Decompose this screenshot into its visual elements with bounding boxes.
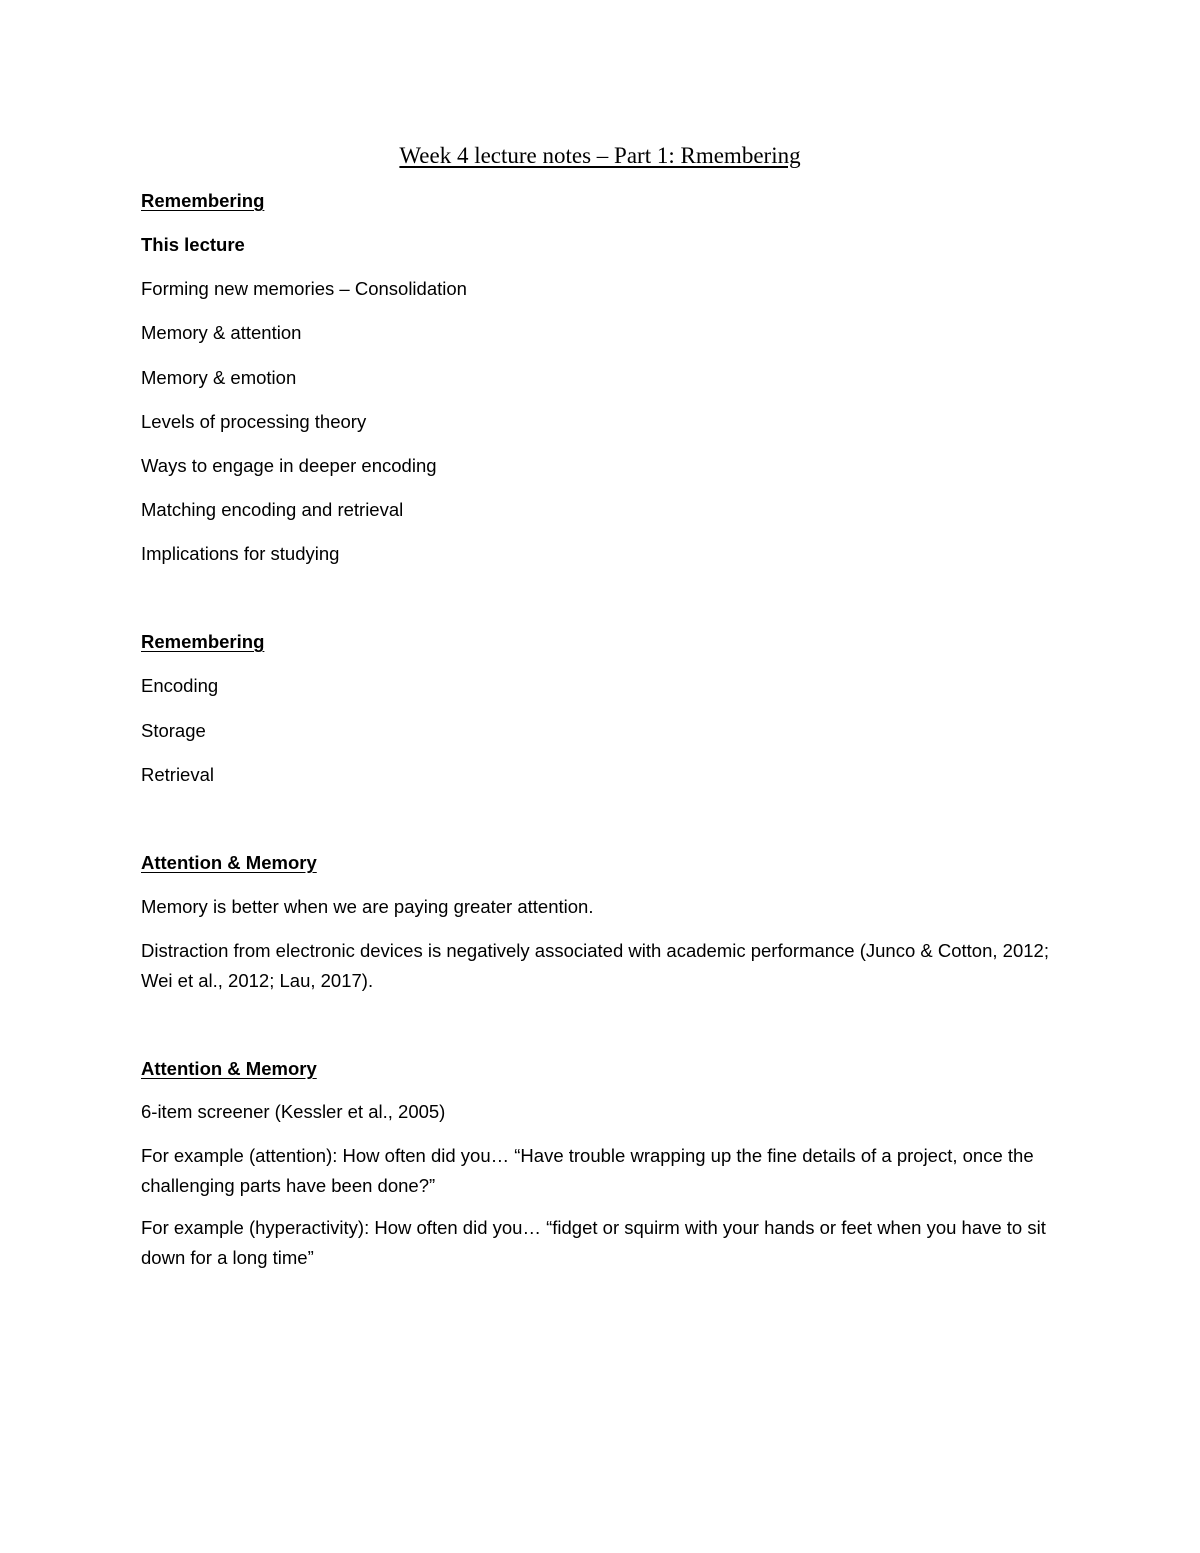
- list-item: Matching encoding and retrieval: [141, 499, 404, 520]
- list-item: Memory & emotion: [141, 367, 297, 388]
- paragraph: Distraction from electronic devices is negatively associated with academic performance (Junco & Cotton, 2012; Wei et al., 2012; Lau, 2017).: [141, 940, 1049, 991]
- section-heading-attention-memory: Attention & Memory: [141, 852, 317, 873]
- list-item: Storage: [141, 720, 206, 741]
- document-title: Week 4 lecture notes – Part 1: Rmembering: [399, 143, 801, 168]
- paragraph: For example (hyperactivity): How often did you… “fidget or squirm with your hands or feet when you have to sit down for a long time”: [141, 1217, 1046, 1268]
- list-item: Retrieval: [141, 764, 214, 785]
- section-heading-attention-memory: Attention & Memory: [141, 1058, 317, 1079]
- paragraph: For example (attention): How often did you… “Have trouble wrapping up the fine details of a project, once the challenging parts have been done?”: [141, 1145, 1034, 1196]
- paragraph: Memory is better when we are paying greater attention.: [141, 896, 594, 917]
- paragraph: 6-item screener (Kessler et al., 2005): [141, 1101, 446, 1122]
- list-item: Memory & attention: [141, 322, 302, 343]
- section-subheading-this-lecture: This lecture: [141, 234, 245, 255]
- list-item: Encoding: [141, 675, 219, 696]
- list-item: Forming new memories – Consolidation: [141, 278, 467, 299]
- list-item: Ways to engage in deeper encoding: [141, 455, 437, 476]
- section-heading-remembering: Remembering: [141, 190, 265, 211]
- list-item: Implications for studying: [141, 543, 340, 564]
- section-heading-remembering: Remembering: [141, 631, 265, 652]
- list-item: Levels of processing theory: [141, 411, 367, 432]
